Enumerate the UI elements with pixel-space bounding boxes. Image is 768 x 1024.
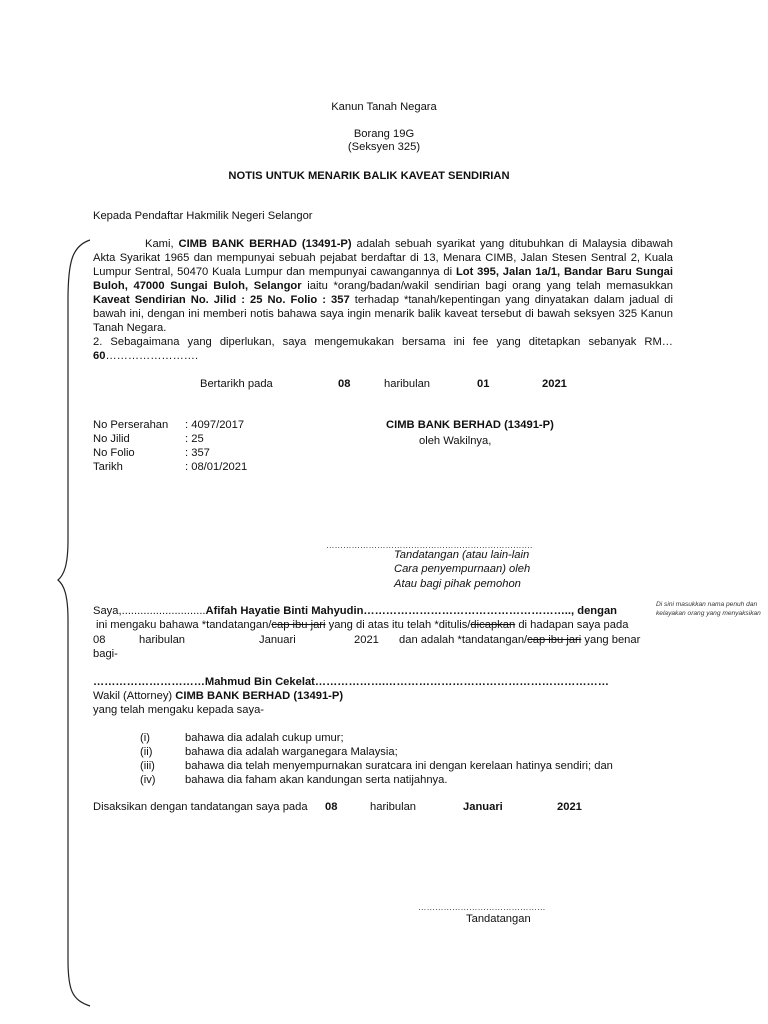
attorney-prefix: ………………………… — [93, 676, 205, 688]
para1-text-2: iaitu *orang/badan/wakil sendirian bagi orang yang telah memasukkan — [301, 280, 673, 292]
declaration-text-2: bahawa dia adalah warganegara Malaysia; — [185, 746, 398, 758]
attestation-haribulan: haribulan — [139, 634, 186, 646]
attestation-line-3 — [399, 633, 640, 647]
form-number: Borang 19G — [353, 128, 415, 140]
witness-name: Afifah Hayatie Binti Mahyudin — [205, 605, 364, 617]
detail-label-folio: No Folio — [93, 447, 135, 459]
section-ref: (Seksyen 325) — [347, 141, 421, 153]
detail-value-tarikh: : 08/01/2021 — [185, 461, 248, 473]
declaration-text-3: bahawa dia telah menyempurnakan suratcara ini dengan kerelaan hatinya sendiri; dan — [185, 760, 613, 772]
attestation-line-1 — [93, 604, 617, 618]
signer-agent: oleh Wakilnya, — [419, 435, 492, 447]
signer-company: CIMB BANK BERHAD (13491-P) — [386, 419, 554, 431]
para2-tail: ……………………. — [105, 350, 199, 362]
detail-label-jilid: No Jilid — [93, 433, 130, 445]
paragraph-1 — [93, 237, 673, 335]
witnessed-day: 08 — [325, 801, 338, 813]
final-signature-label: Tandatangan — [466, 913, 531, 925]
struck-cap-ibu-jari: cap ibu jari — [271, 619, 326, 631]
l3-text-b: yang benar — [581, 634, 641, 646]
dated-month: 01 — [477, 378, 490, 390]
wakil-company: CIMB BANK BERHAD (13491-P) — [175, 690, 344, 702]
signature-line: ………………………………………………………………. — [326, 540, 533, 550]
signature-caption-1: Tandatangan (atau lain-lain — [394, 549, 530, 561]
side-note: Di sini masukkan nama penuh dan kelayakan orang yang menyaksikan — [656, 601, 761, 617]
act-title: Kanun Tanah Negara — [331, 101, 437, 113]
branch-address: Lot 395, Jalan 1a/1, Bandar Baru Sungai Buloh, 47000 Sungai Buloh, Selangor — [93, 266, 673, 292]
attestation-line-2 — [96, 618, 628, 632]
detail-value-perserahan: : 4097/2017 — [185, 419, 245, 431]
company-name: CIMB BANK BERHAD (13491-P) — [178, 238, 352, 250]
caveat-ref: Kaveat Sendirian No. Jilid : 25 No. Folio : 357 — [93, 294, 350, 306]
witnessed-year: 2021 — [557, 801, 582, 813]
attestation-year: 2021 — [354, 634, 379, 646]
attestation-month: Januari — [259, 634, 296, 646]
detail-value-jilid: : 25 — [185, 433, 204, 445]
struck-cap-ibu-jari-2: cap ibu jari — [527, 634, 582, 646]
dated-label: Bertarikh pada — [200, 378, 273, 390]
para1-text-3: terhadap *tanah/kepentingan yang dinyatakan dalam jadual di bawah ini, dengan ini memberi notis bahawa saya ingin menarik balik kaveat tersebut di bawah seksyen 325 Kanun Tanah Negara. — [93, 294, 673, 334]
addressee: Kepada Pendaftar Hakmilik Negeri Selangor — [93, 210, 313, 222]
l3-text-a: dan adalah *tandatangan/ — [399, 634, 528, 646]
declaration-num-3: (iii) — [140, 760, 155, 772]
l2-text-a: ini mengaku bahawa *tandatangan/ — [96, 619, 272, 631]
declaration-num-2: (ii) — [140, 746, 153, 758]
signature-caption-3: Atau bagi pihak pemohon — [394, 578, 521, 590]
attorney-suffix: ……………….…………………………………………………… — [314, 676, 609, 688]
dated-day: 08 — [338, 378, 351, 390]
fee-amount: 60 — [93, 350, 106, 362]
declaration-num-4: (iv) — [140, 774, 156, 786]
witnessed-haribulan: haribulan — [370, 801, 417, 813]
final-signature-line: ……………………………………… — [418, 902, 546, 912]
attestation-day: 08 — [93, 634, 106, 646]
document-title: NOTIS UNTUK MENARIK BALIK KAVEAT SENDIRIAN — [228, 170, 510, 182]
witnessed-label: Disaksikan dengan tandatangan saya pada — [93, 801, 308, 813]
attorney-line — [93, 675, 609, 689]
para1-text-1: adalah sebuah syarikat yang ditubuhkan di Malaysia dibawah Akta Syarikat 1965 dan mempunyai sebuah pejabat berdaftar di 13, Menara CIMB, Jalan Stesen Sentral 2, Kuala Lumpur Sentral, 50470 Kuala Lumpur dan mempunyai cawangannya di — [93, 238, 673, 278]
declaration-text-4: bahawa dia faham akan kandungan serta natijahnya. — [185, 774, 448, 786]
mengaku-line: yang telah mengaku kepada saya- — [93, 704, 265, 716]
declaration-num-1: (i) — [140, 732, 150, 744]
saya-suffix: ……………………………………………….., dengan — [363, 605, 618, 617]
detail-label-perserahan: No Perserahan — [93, 419, 169, 431]
saya-prefix: Saya,........................... — [93, 605, 206, 617]
attestation-bagi: bagi- — [93, 648, 118, 660]
l2-text-b: yang di atas itu telah *ditulis/ — [325, 619, 471, 631]
para2-text: 2. Sebagaimana yang diperlukan, saya mengemukakan bersama ini fee yang ditetapkan sebanyak RM… — [93, 336, 673, 348]
detail-value-folio: : 357 — [185, 447, 210, 459]
witnessed-month: Januari — [463, 801, 503, 813]
signature-caption-2: Cara penyempurnaan) oleh — [394, 563, 531, 575]
paragraph-2 — [93, 335, 673, 363]
detail-label-tarikh: Tarikh — [93, 461, 123, 473]
dated-haribulan: haribulan — [384, 378, 431, 390]
dated-year: 2021 — [542, 378, 567, 390]
l2-text-c: di hadapan saya pada — [515, 619, 629, 631]
wakil-label: Wakil (Attorney) — [93, 690, 176, 702]
declaration-text-1: bahawa dia adalah cukup umur; — [185, 732, 344, 744]
struck-dicapkan: dicapkan — [470, 619, 516, 631]
para1-kami: Kami, — [145, 238, 179, 250]
attorney-name: Mahmud Bin Cekelat — [204, 676, 315, 688]
wakil-line — [93, 689, 343, 703]
